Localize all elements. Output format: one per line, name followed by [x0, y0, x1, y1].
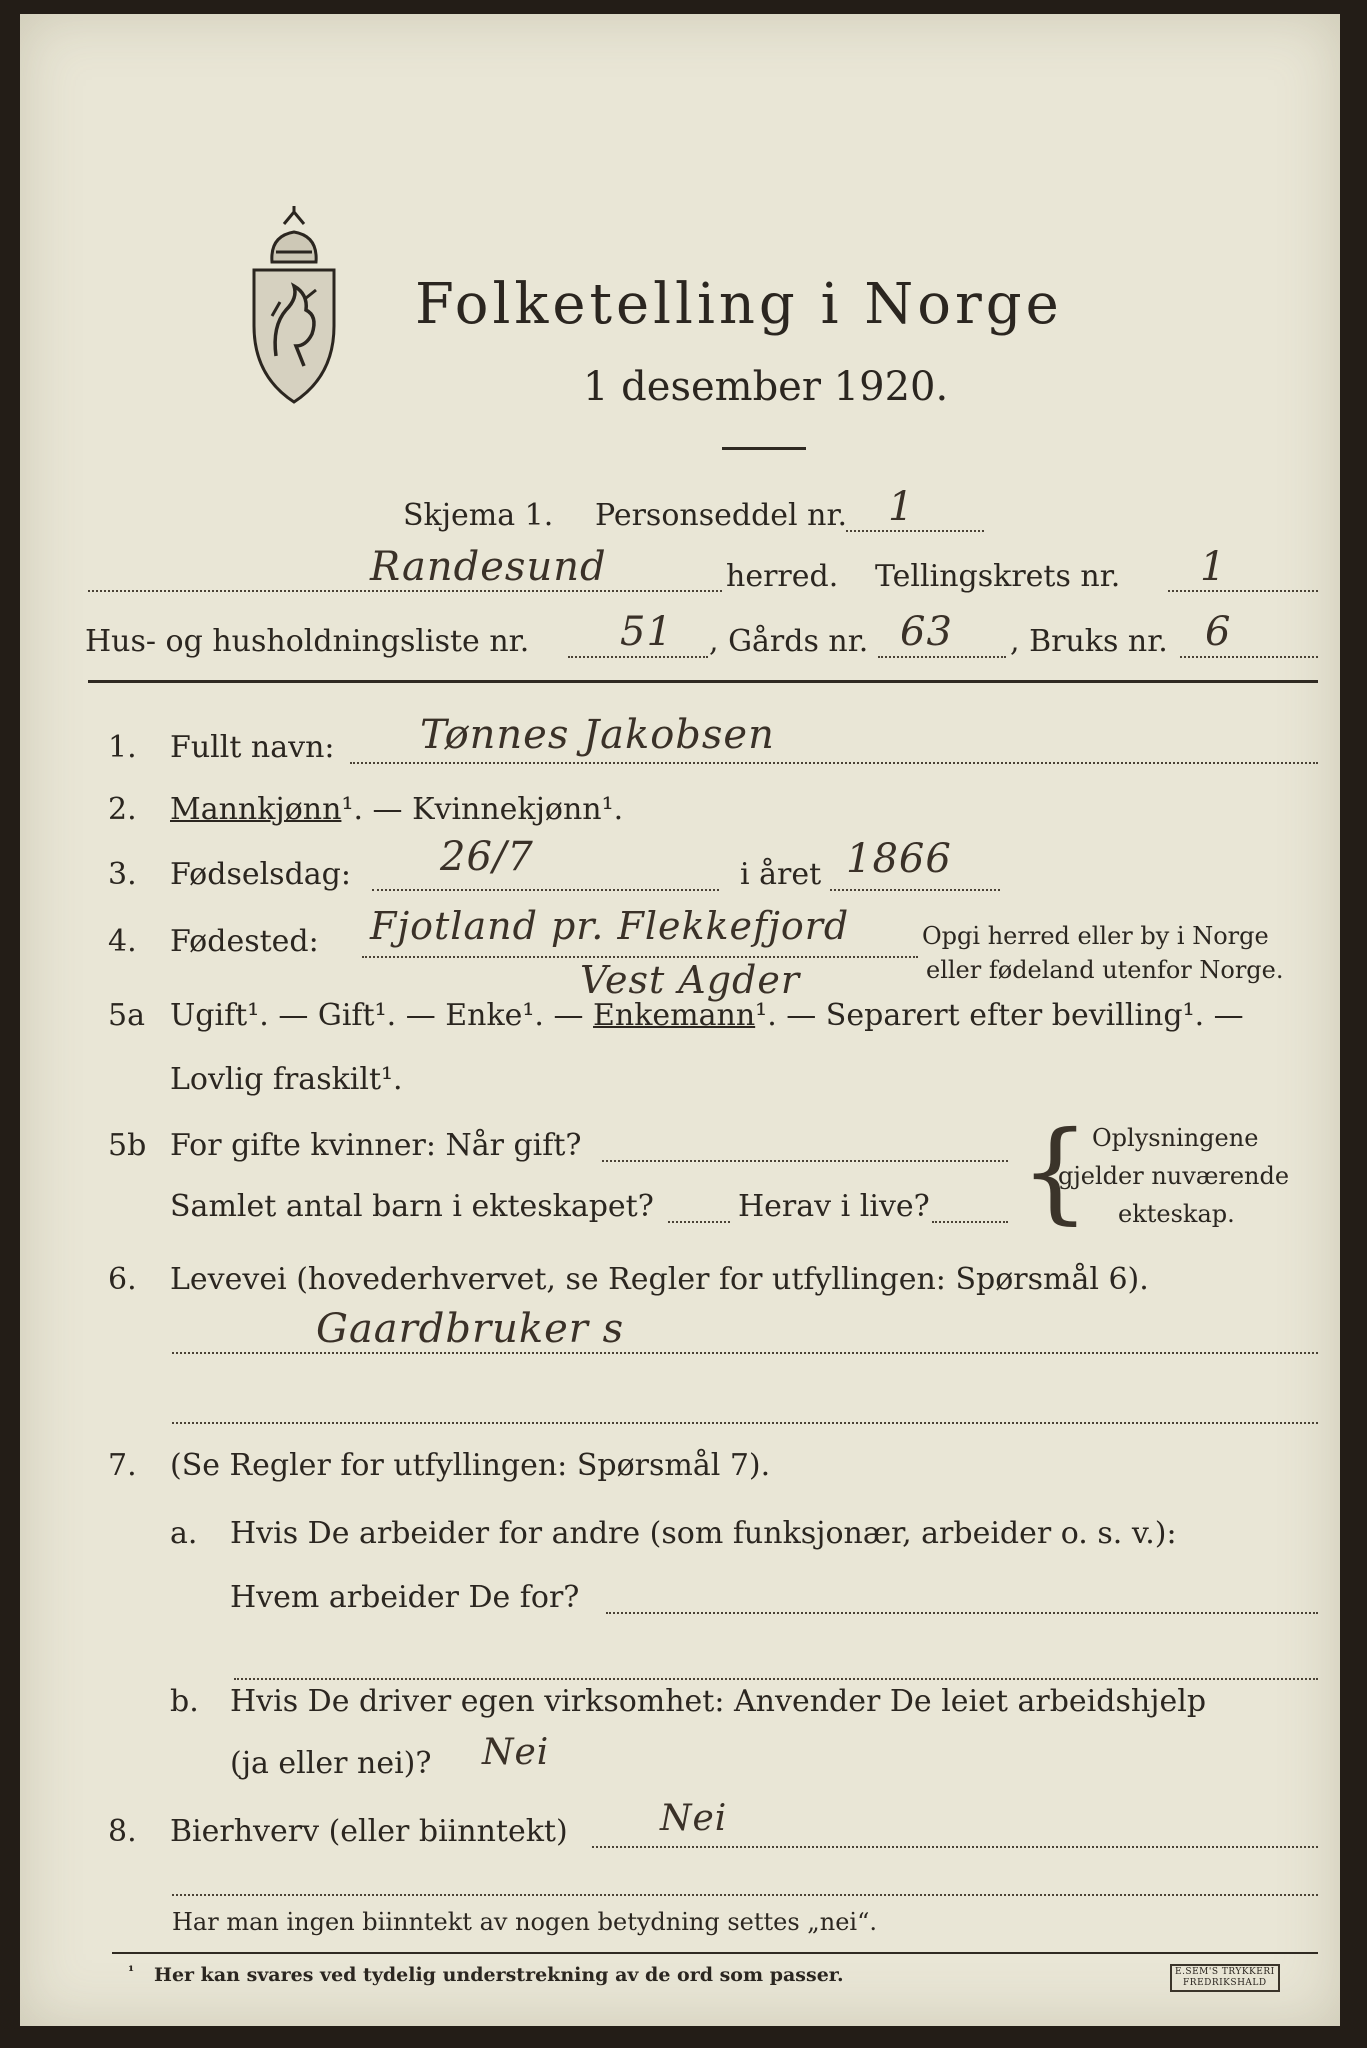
- q3-number: 3.: [108, 857, 137, 892]
- q5b-brace: {: [1020, 1107, 1090, 1235]
- personseddel-label: Personseddel nr.: [595, 498, 848, 533]
- q5b-alive-field-line: [932, 1221, 1008, 1223]
- tellingskrets-label: Tellingskrets nr.: [875, 559, 1121, 594]
- q4-note-line2: eller fødeland utenfor Norge.: [926, 956, 1284, 984]
- q8-label: Bierhverv (eller biinntekt): [170, 1814, 568, 1849]
- q3-year-label: i året: [740, 857, 822, 892]
- q3-year-field-line: [830, 889, 1000, 891]
- q7a-field-line1: [606, 1612, 1318, 1614]
- q5b-married-when-label: For gifte kvinner: Når gift?: [170, 1128, 582, 1163]
- q6-label: Levevei (hovederhvervet, se Regler for utfyllingen: Spørsmål 6).: [170, 1262, 1149, 1297]
- q4-note-line1: Opgi herred eller by i Norge: [922, 922, 1269, 950]
- q5a-options: Ugift¹. — Gift¹. — Enke¹. — Enkemann¹. — Separert efter bevilling¹. —: [170, 998, 1244, 1033]
- q4-value-county: Vest Agder: [580, 958, 801, 1002]
- q6-value: Gaardbruker s: [316, 1306, 625, 1352]
- q1-value: Tønnes Jakobsen: [420, 712, 775, 758]
- q5a-divorced-option: Lovlig fraskilt¹.: [170, 1062, 403, 1097]
- household-list-label: Hus- og husholdningsliste nr.: [85, 624, 530, 659]
- q7a-line1: Hvis De arbeider for andre (som funksjonær, arbeider o. s. v.):: [230, 1516, 1177, 1551]
- tellingskrets-field-line: [1168, 590, 1318, 592]
- personseddel-field-line: [846, 530, 984, 532]
- q6-number: 6.: [108, 1262, 137, 1297]
- herred-field-line: [88, 590, 722, 592]
- q5b-note-line1: Oplysningene: [1092, 1124, 1259, 1152]
- q7-label: (Se Regler for utfyllingen: Spørsmål 7).: [170, 1448, 771, 1483]
- q4-value: Fjotland pr. Flekkefjord: [370, 904, 850, 948]
- q3-value: 26/7: [440, 834, 534, 880]
- census-date: 1 desember 1920.: [583, 364, 949, 410]
- census-form: [20, 14, 1340, 2026]
- footnote-text: Her kan svares ved tydelig understrekning av de ord som passer.: [154, 1964, 844, 1986]
- bruks-label: , Bruks nr.: [1010, 624, 1168, 659]
- q5b-note-line2: gjelder nuværende: [1058, 1162, 1290, 1190]
- tellingskrets-value: 1: [1200, 544, 1227, 590]
- printer-stamp-line2: FREDRIKSHALD: [1183, 1978, 1267, 1988]
- q1-field-line: [350, 762, 1318, 764]
- q3-field-line: [372, 889, 719, 891]
- q8-field-line2: [172, 1894, 1318, 1896]
- page-title: Folketelling i Norge: [415, 272, 1063, 337]
- q3-year-value: 1866: [846, 836, 952, 882]
- q8-value: Nei: [660, 1798, 728, 1839]
- q7a-field-line2: [234, 1678, 1318, 1680]
- q2-number: 2.: [108, 792, 137, 827]
- q7a-number: a.: [170, 1516, 198, 1551]
- personseddel-value: 1: [888, 484, 915, 530]
- q6-field-line2: [172, 1422, 1318, 1424]
- q7a-line2: Hvem arbeider De for?: [230, 1580, 580, 1615]
- q5b-alive-label: Herav i live?: [738, 1189, 930, 1224]
- q8-field-line: [592, 1846, 1318, 1848]
- q6-field-line1: [172, 1352, 1318, 1354]
- herred-value: Randesund: [370, 544, 607, 590]
- household-value: 51: [620, 609, 673, 655]
- q2-male-option: Mannkjønn: [170, 792, 342, 827]
- footer-note: Har man ingen biinntekt av nogen betydning settes „nei“.: [172, 1908, 877, 1936]
- q5b-married-field-line: [602, 1160, 1008, 1162]
- footnote-mark: ¹: [128, 1964, 135, 1980]
- q1-number: 1.: [108, 730, 137, 765]
- bruks-field-line: [1180, 656, 1318, 658]
- q1-label: Fullt navn:: [170, 730, 335, 765]
- herred-label: herred.: [726, 559, 839, 594]
- q5b-number: 5b: [108, 1128, 147, 1163]
- q7-number: 7.: [108, 1448, 137, 1483]
- gards-field-line: [878, 656, 1006, 658]
- q7b-value: Nei: [482, 1732, 550, 1773]
- q5b-children-field-line: [668, 1221, 730, 1223]
- q5b-children-label: Samlet antal barn i ekteskapet?: [170, 1189, 654, 1224]
- title-divider: [722, 447, 806, 450]
- schema-label: Skjema 1.: [403, 498, 554, 533]
- gards-value: 63: [900, 609, 953, 655]
- header-divider: [88, 680, 1318, 683]
- printer-stamp-line1: E.SEM'S TRYKKERI: [1175, 1967, 1275, 1977]
- household-field-line: [568, 656, 708, 658]
- q3-label: Fødselsdag:: [170, 857, 351, 892]
- footer-divider: [112, 1952, 1318, 1954]
- q5b-note-line3: ekteskap.: [1118, 1200, 1235, 1228]
- q2-options: Mannkjønn¹. — Kvinnekjønn¹.: [170, 792, 624, 827]
- q5a-number: 5a: [108, 998, 145, 1033]
- q5a-widower-option: Enkemann: [593, 998, 756, 1033]
- q2-female-option: Kvinnekjønn: [412, 792, 602, 827]
- q7b-number: b.: [170, 1684, 199, 1719]
- printer-stamp: [1170, 1964, 1280, 1992]
- bruks-value: 6: [1205, 609, 1232, 655]
- coat-of-arms-icon: [246, 206, 342, 406]
- q4-number: 4.: [108, 924, 137, 959]
- q4-label: Fødested:: [170, 924, 319, 959]
- gards-label: , Gårds nr.: [709, 624, 869, 659]
- q8-number: 8.: [108, 1814, 137, 1849]
- q7b-line1: Hvis De driver egen virksomhet: Anvender De leiet arbeidshjelp: [230, 1684, 1207, 1719]
- q7b-line2: (ja eller nei)?: [230, 1746, 432, 1781]
